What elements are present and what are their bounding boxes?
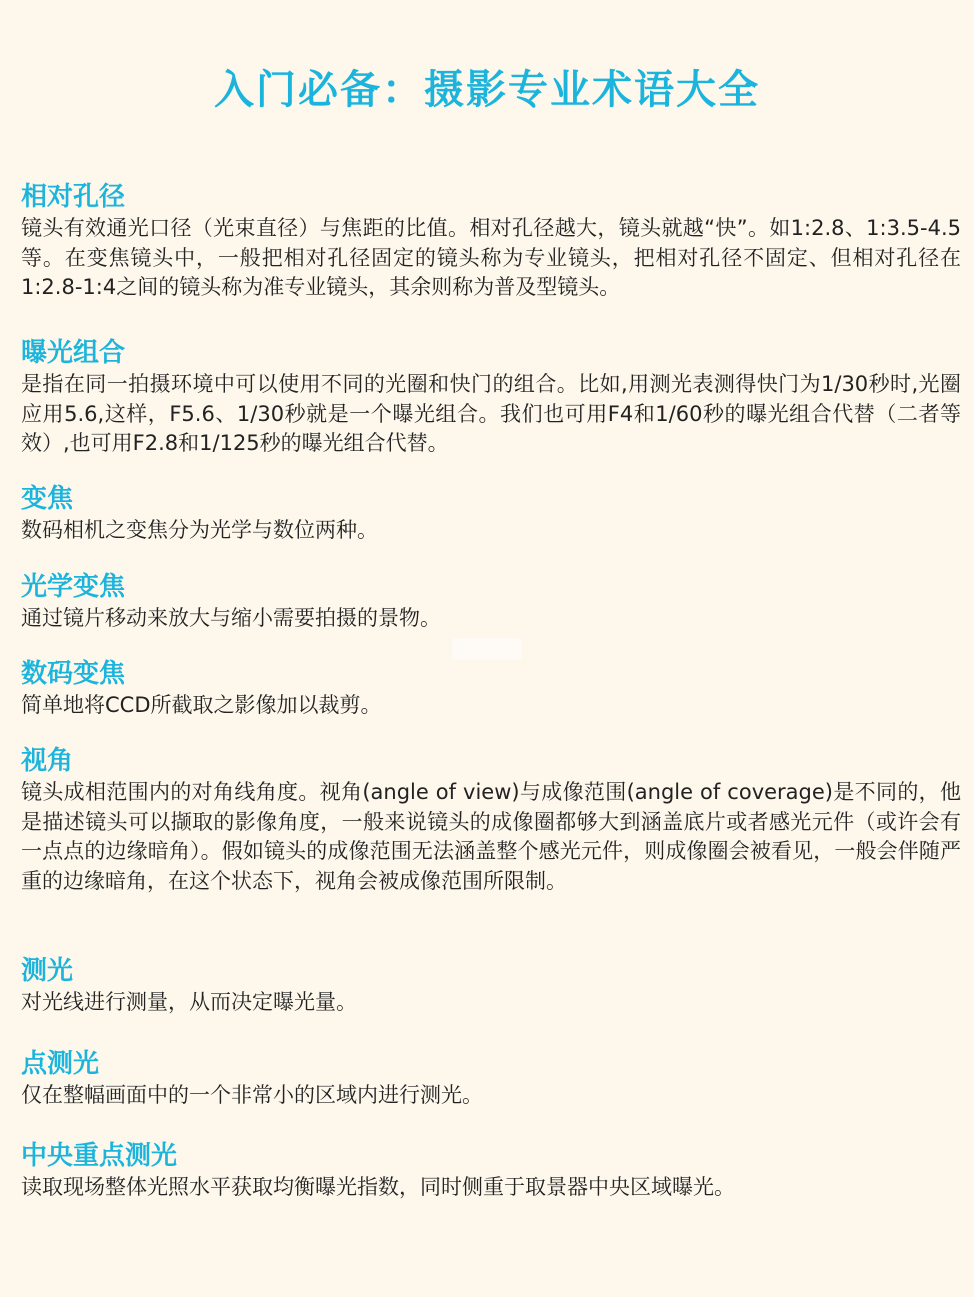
term-description: 是指在同一拍摄环境中可以使用不同的光圈和快门的组合。比如,用测光表测得快门为1/30秒时,光圈应用5.6,这样，F5.6、1/30秒就是一个曝光组合。我们也可用F4和1/60秒的曝光组合代替（二者等效）,也可用F2.8和1/125秒的曝光组合代替。: [21, 372, 961, 455]
term-title: 视角: [21, 746, 74, 776]
watermark-mark: [452, 638, 522, 660]
term-relative-aperture: [21, 180, 961, 303]
term-title: 数码变焦: [21, 659, 126, 689]
term-title: 点测光: [21, 1049, 100, 1079]
page-title: 入门必备：摄影专业术语大全: [214, 67, 760, 113]
term-description: 简单地将CCD所截取之影像加以裁剪。: [21, 693, 382, 717]
term-metering: [21, 954, 961, 1018]
term-center-weighted-metering: [21, 1139, 961, 1203]
term-title: 相对孔径: [21, 182, 126, 212]
term-zoom: [21, 482, 961, 546]
term-description: 仅在整幅画面中的一个非常小的区域内进行测光。: [21, 1083, 483, 1107]
term-description: 镜头成相范围内的对角线角度。视角(angle of view)与成像范围(angle of coverage)是不同的，他是描述镜头可以撷取的影像角度，一般来说镜头的成像圈都够大到涵盖底片或者感光元件（或许会有一点点的边缘暗角）。假如镜头的成像范围无法涵盖整个感光元件，则成像圈会被看见，一般会伴随严重的边缘暗角，在这个状态下，视角会被成像范围所限制。: [21, 780, 961, 893]
term-title: 变焦: [21, 484, 74, 514]
term-description: 对光线进行测量，从而决定曝光量。: [21, 990, 357, 1014]
term-title: 曝光组合: [21, 338, 126, 368]
term-description: 数码相机之变焦分为光学与数位两种。: [21, 518, 378, 542]
term-description: 镜头有效通光口径（光束直径）与焦距的比值。相对孔径越大，镜头就越“快”。如1:2.8、1:3.5-4.5等。在变焦镜头中，一般把相对孔径固定的镜头称为专业镜头，把相对孔径不固定、但相对孔径在1:2.8-1:4之间的镜头称为准专业镜头，其余则称为普及型镜头。: [21, 216, 961, 299]
term-angle-of-view: [21, 744, 961, 896]
term-exposure-combination: [21, 336, 961, 459]
term-title: 中央重点测光: [21, 1141, 178, 1171]
term-description: 读取现场整体光照水平获取均衡曝光指数，同时侧重于取景器中央区域曝光。: [21, 1175, 735, 1199]
term-title: 测光: [21, 956, 74, 986]
term-title: 光学变焦: [21, 572, 126, 602]
term-spot-metering: [21, 1047, 961, 1111]
term-description: 通过镜片移动来放大与缩小需要拍摄的景物。: [21, 606, 441, 630]
term-optical-zoom: [21, 570, 961, 634]
term-digital-zoom: [21, 657, 961, 721]
